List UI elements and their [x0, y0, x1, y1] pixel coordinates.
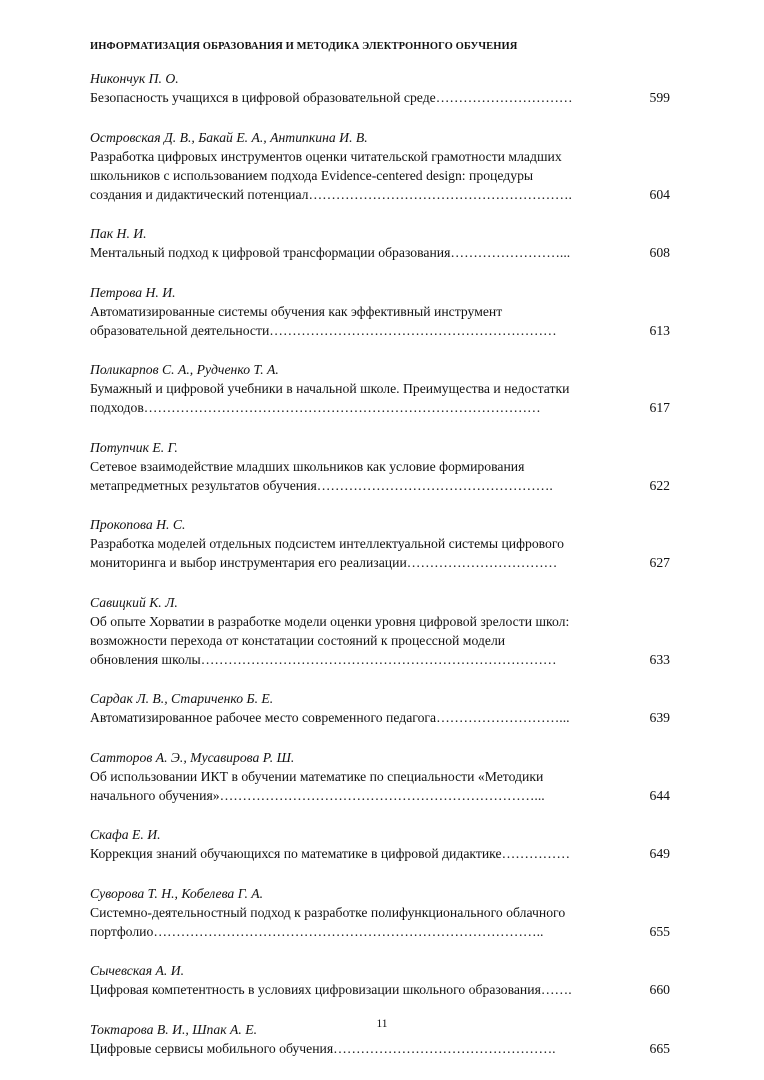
toc-entry-title-line: Цифровые сервисы мобильного обучения………………………………………….	[90, 1040, 556, 1056]
toc-entry-page-number: 599	[649, 90, 670, 105]
toc-entry	[90, 748, 670, 805]
toc-entry-title-line: Ментальный подход к цифровой трансформации образования……………………...	[90, 245, 571, 260]
toc-entry-page-number: 613	[649, 322, 670, 338]
toc-entry	[90, 438, 670, 495]
toc-entry-title-line: Безопасность учащихся в цифровой образовательной среде…………………………	[90, 90, 573, 105]
toc-entry-title	[90, 457, 670, 495]
toc-entry-author: Поликарпов С. А., Рудченко Т. А.	[90, 362, 279, 377]
toc-entry	[90, 593, 670, 669]
toc-entry	[90, 283, 670, 340]
toc-entry	[90, 128, 670, 204]
toc-entry-title-line: портфолио…………………………………………………………………………..	[90, 923, 544, 939]
toc-entry-author: Токтарова В. И., Шпак А. Е.	[90, 1021, 258, 1037]
toc-entry-title	[90, 903, 670, 941]
toc-entry-page-number: 644	[649, 787, 670, 803]
table-of-contents	[90, 69, 670, 1078]
toc-entry-page-number: 633	[649, 651, 670, 667]
toc-entry-page-number: 604	[649, 186, 670, 202]
toc-entry-author: Никончук П. О.	[90, 71, 179, 86]
toc-entry-title	[90, 980, 670, 999]
toc-entry-author: Сычевская А. И.	[90, 963, 185, 978]
toc-entry-author: Островская Д. В., Бакай Е. А., Антипкина И. В.	[90, 129, 368, 145]
toc-entry-title-line: Разработка моделей отдельных подсистем интеллектуальной системы цифрового	[90, 536, 564, 551]
toc-entry-page-number: 665	[649, 1040, 670, 1056]
toc-entry	[90, 825, 670, 863]
toc-entry-title	[90, 1039, 670, 1058]
toc-entry-title	[90, 302, 670, 340]
toc-entry-title-line: школьников с использованием подхода Evidence-centered design: процедуры	[90, 167, 534, 183]
toc-entry-title-line: возможности перехода от констатации состояний к процессной модели	[90, 632, 506, 648]
toc-entry-title-line: образовательной деятельности………………………………………………………	[90, 322, 557, 338]
toc-entry-title-line: Бумажный и цифровой учебники в начальной школе. Преимущества и недостатки	[90, 381, 570, 396]
toc-entry-page-number: 655	[649, 923, 670, 939]
toc-entry-title	[90, 612, 670, 669]
toc-entry-title	[90, 708, 670, 727]
toc-entry-title-line: Коррекция знаний обучающихся по математике в цифровой дидактике……………	[90, 846, 571, 861]
toc-entry-page-number: 660	[649, 982, 670, 997]
toc-entry-title	[90, 379, 670, 417]
toc-entry-title-line: Системно-деятельностный подход к разработке полифункционального облачного	[90, 904, 566, 920]
toc-entry-title-line: Сетевое взаимодействие младших школьников как условие формирования	[90, 458, 525, 474]
toc-entry-page-number: 608	[649, 245, 670, 260]
toc-entry-title	[90, 88, 670, 107]
toc-entry-page-number: 649	[649, 846, 670, 861]
toc-entry-title	[90, 243, 670, 262]
toc-entry-author: Прокопова Н. С.	[90, 517, 186, 532]
toc-entry-title-line: Об использовании ИКТ в обучении математике по специальности «Методики	[90, 768, 544, 784]
toc-entry-title-line: Цифровая компетентность в условиях цифровизации школьного образования…….	[90, 982, 572, 997]
toc-entry-page-number: 622	[649, 477, 670, 493]
toc-entry-author: Пак Н. И.	[90, 226, 147, 241]
toc-entry-page-number: 617	[649, 400, 670, 415]
toc-entry-title-line: подходов……………………………………………………………………………	[90, 400, 541, 415]
toc-entry-page-number: 627	[649, 555, 670, 570]
toc-entry-author: Сардак Л. В., Стариченко Б. Е.	[90, 691, 274, 706]
toc-entry	[90, 689, 670, 727]
toc-entry	[90, 515, 670, 572]
toc-entry-title	[90, 767, 670, 805]
toc-entry	[90, 961, 670, 999]
toc-entry-author: Потупчик Е. Г.	[90, 439, 178, 455]
toc-entry-title	[90, 844, 670, 863]
toc-entry-title-line: мониторинга и выбор инструментария его реализации……………………………	[90, 555, 558, 570]
toc-entry-title-line: метапредметных результатов обучения…………………………………………….	[90, 477, 553, 493]
page-number: 11	[376, 1018, 388, 1030]
toc-entry-page-number: 639	[649, 710, 670, 725]
toc-entry-title	[90, 534, 670, 572]
toc-entry-author: Савицкий К. Л.	[90, 594, 178, 610]
toc-entry-title-line: Автоматизированное рабочее место современного педагога………………………...	[90, 710, 570, 725]
toc-entry-title-line: создания и дидактический потенциал………………………………………………….	[90, 186, 572, 202]
toc-entry	[90, 884, 670, 941]
toc-entry-title-line: Об опыте Хорватии в разработке модели оценки уровня цифровой зрелости школ:	[90, 613, 570, 629]
toc-entry-author: Суворова Т. Н., Кобелева Г. А.	[90, 885, 264, 901]
running-header: ИНФОРМАТИЗАЦИЯ ОБРАЗОВАНИЯ И МЕТОДИКА ЭЛЕКТРОННОГО ОБУЧЕНИЯ	[90, 41, 518, 52]
toc-entry	[90, 69, 670, 107]
toc-entry-title	[90, 147, 670, 204]
toc-entry-author: Сатторов А. Э., Мусавирова Р. Ш.	[90, 749, 295, 765]
toc-entry-author: Петрова Н. И.	[90, 284, 176, 300]
toc-entry	[90, 360, 670, 417]
toc-entry	[90, 224, 670, 262]
toc-entry-author: Скафа Е. И.	[90, 827, 161, 842]
toc-entry-title-line: Разработка цифровых инструментов оценки читательской грамотности младших	[90, 148, 562, 164]
toc-entry-title-line: Автоматизированные системы обучения как эффективный инструмент	[90, 303, 503, 319]
toc-entry-title-line: обновления школы……………………………………………………………………	[90, 651, 557, 667]
toc-entry-title-line: начального обучения»……………………………………………………………...	[90, 787, 545, 803]
